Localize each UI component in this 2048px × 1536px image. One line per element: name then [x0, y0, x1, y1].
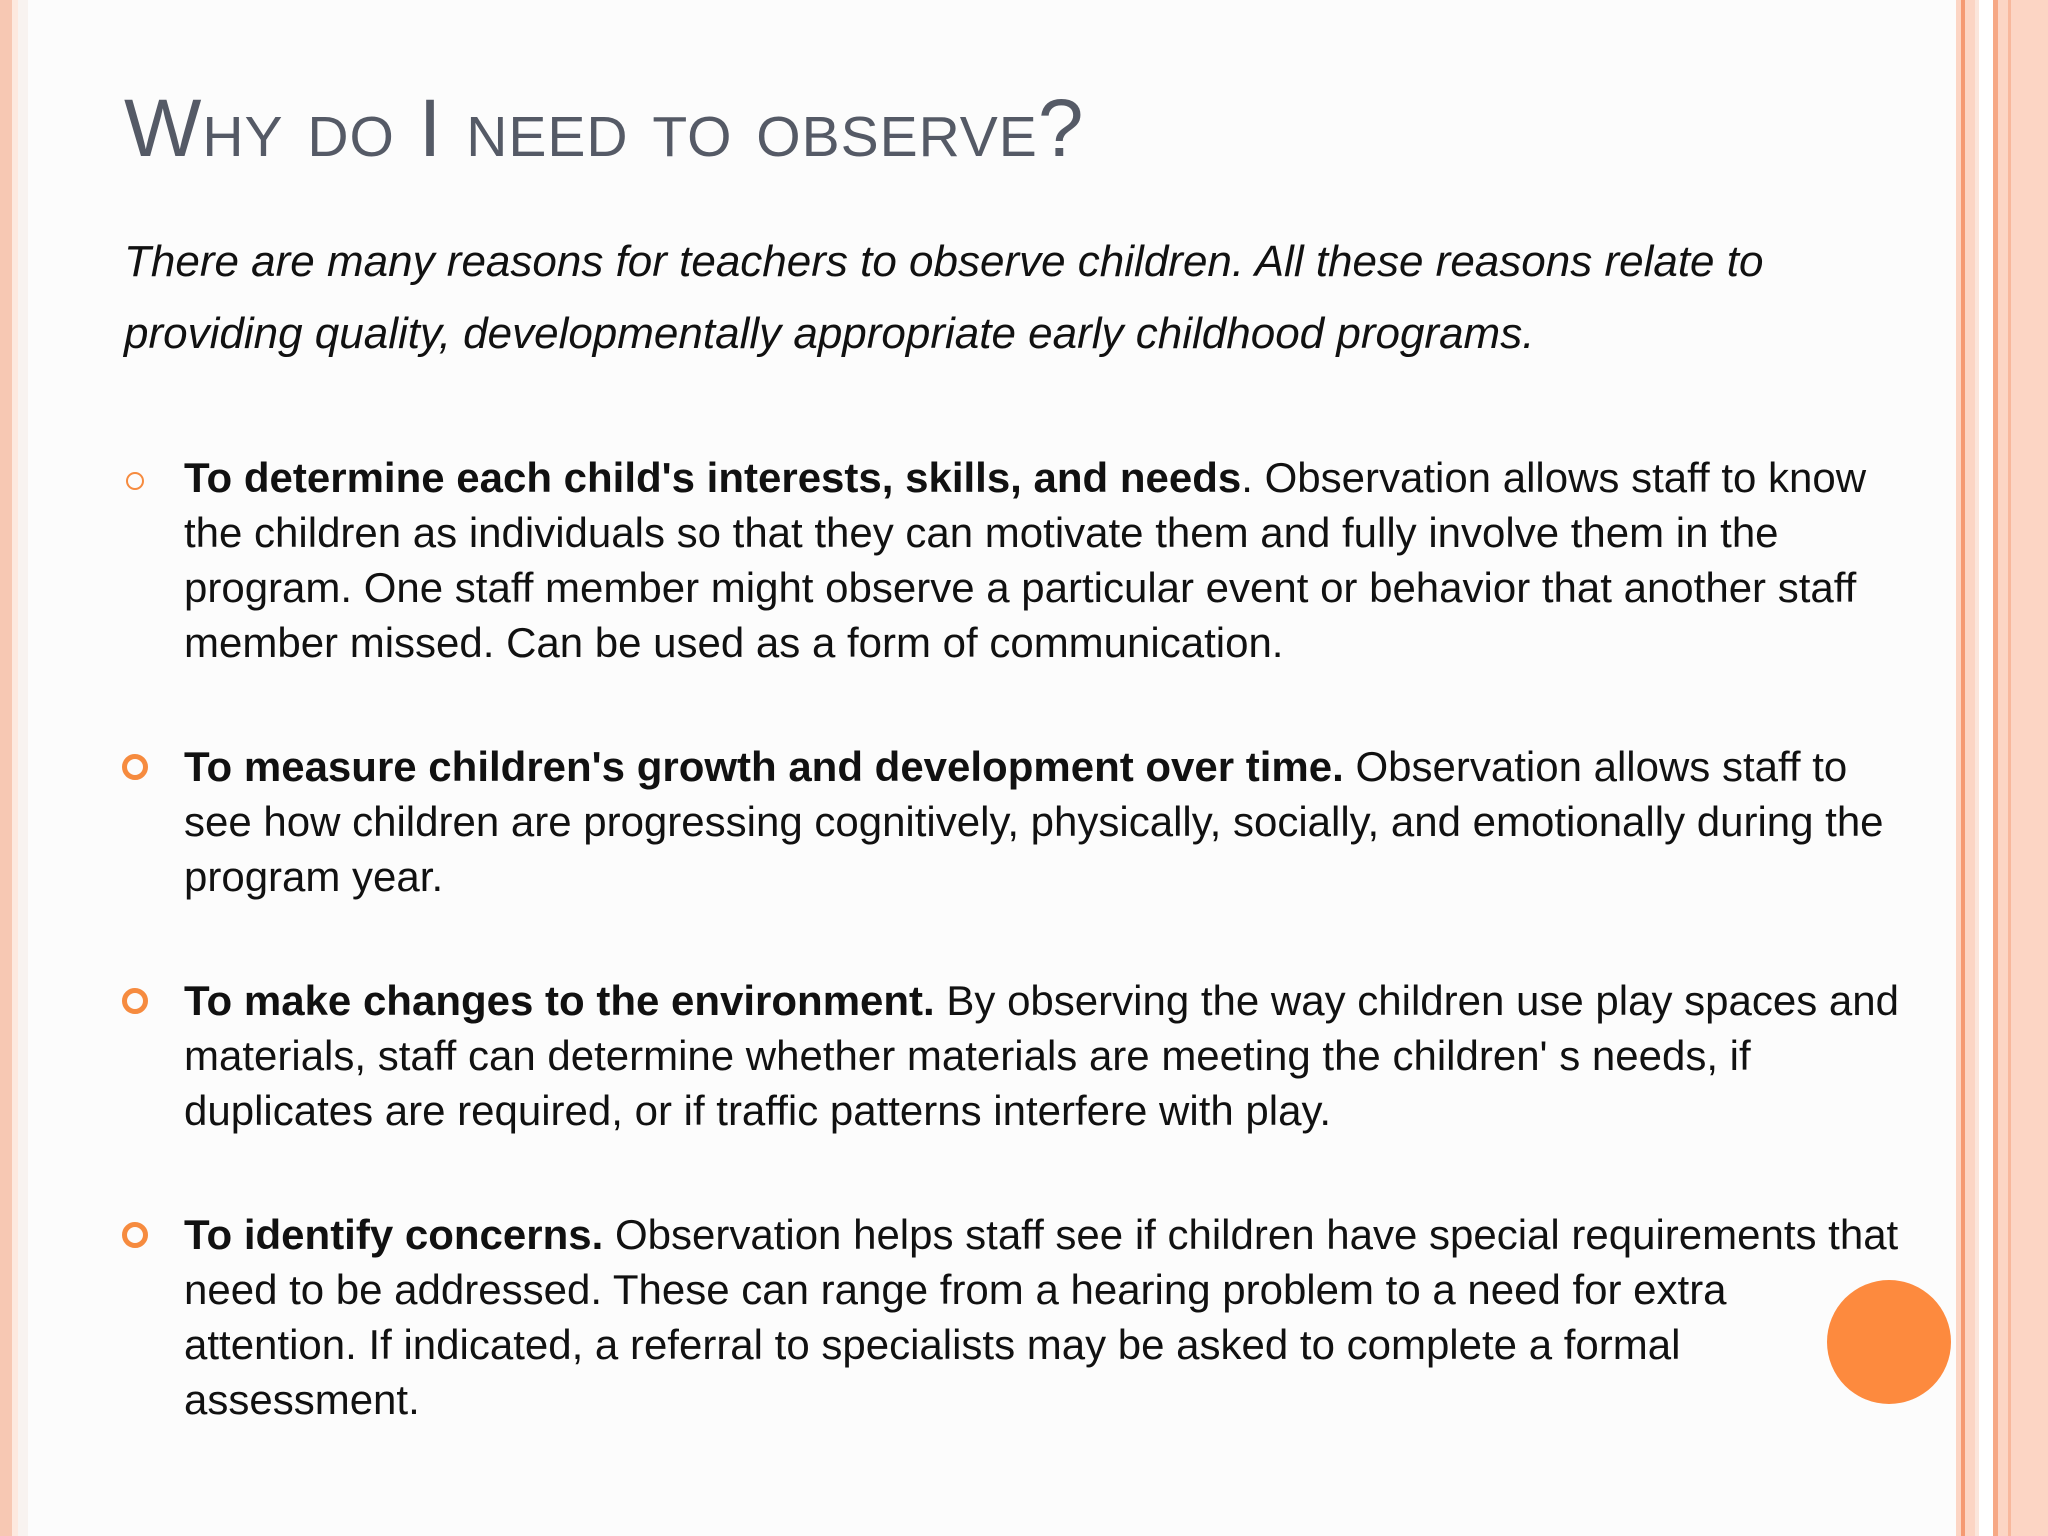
slide-title: Why do I need to observe? — [124, 83, 1085, 174]
right-border-line — [1961, 0, 1965, 1536]
bullet-item — [110, 1207, 1900, 1427]
bullet-heading: To make changes to the environment. — [184, 977, 935, 1024]
left-border-stripe — [0, 0, 12, 1536]
left-border-stripe-pale — [18, 0, 28, 1536]
bullet-item — [110, 450, 1900, 670]
bullet-item — [110, 739, 1900, 904]
ring-bullet-icon — [122, 988, 148, 1014]
bullet-heading: To identify concerns. — [184, 1211, 604, 1258]
orange-circle-decoration — [1827, 1280, 1951, 1404]
right-border-line — [2008, 0, 2011, 1536]
ring-bullet-icon — [122, 754, 148, 780]
intro-paragraph: There are many reasons for teachers to observe children. All these reasons relate to providing quality, developmentally appropriate early childhood programs. — [124, 237, 1764, 358]
bullet-text: . Observation allows staff to know the children as individuals so that they can motivate them and fully involve them in the program. One staff member might observe a particular event or behavior that another staff member missed. Can be used as a form of communication. — [184, 454, 1867, 666]
bullet-text: Observation allows staff to see how children are progressing cognitively, physically, socially, and emotionally during the program year. — [184, 743, 1884, 900]
bullet-heading: To determine each child's interests, skills, and needs — [184, 454, 1242, 501]
bullet-text: By observing the way children use play spaces and materials, staff can determine whether materials are meeting the children' s needs, if duplicates are required, or if traffic patterns interfere with play. — [184, 977, 1899, 1134]
bullet-text: Observation helps staff see if children have special requirements that need to be addressed. These can range from a hearing problem to a need for extra attention. If indicated, a referral to specialists may be asked to complete a formal assessment. — [184, 1211, 1899, 1423]
ring-bullet-icon — [122, 1222, 148, 1248]
ring-bullet-icon — [126, 472, 144, 490]
bullet-list — [110, 450, 1900, 1496]
right-border-line — [1993, 0, 1998, 1536]
right-border-band — [1956, 0, 2048, 1536]
bullet-heading: To measure children's growth and development over time. — [184, 743, 1344, 790]
bullet-item — [110, 973, 1900, 1138]
right-border-gap — [1979, 0, 1993, 1536]
